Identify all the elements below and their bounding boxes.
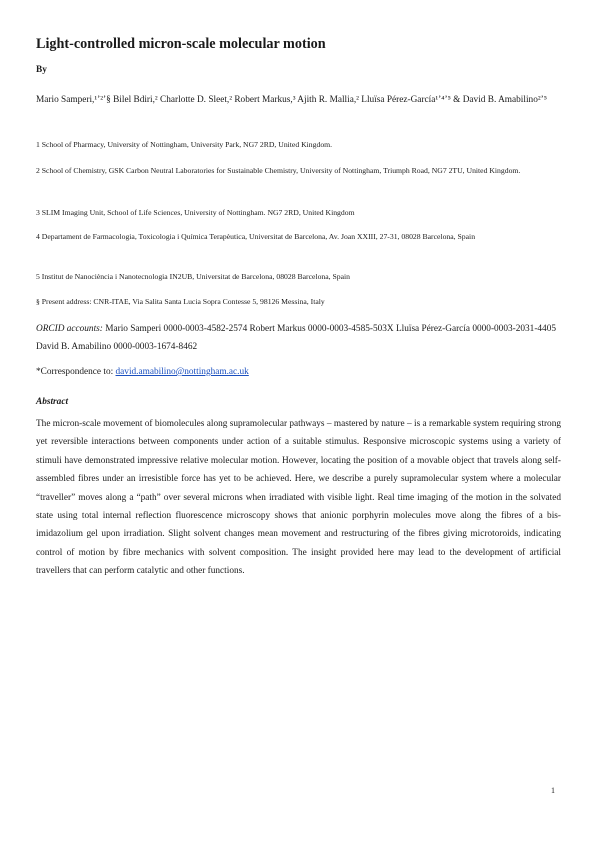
affiliation-5: 5 Institut de Nanociència i Nanotecnologia IN2UB, Universitat de Barcelona, 08028 Barcelona, Spain <box>36 272 351 281</box>
abstract-heading: Abstract <box>36 397 69 407</box>
abstract-text: The micron-scale movement of biomolecules along supramolecular pathways – mastered by nature – is a remarkable system requiring strong yet reversible interactions between components under action of a suitable stimulus. Responsive microscopic systems using a variety of stimuli have demonstrated impressive relative molecular motion. However, locating the position of a movable object that travels along self-assembled fibres under an irresistible force has yet to be achieved. Here, we describe a purely supramolecular system where a molecular “traveller” moves along a “path” over several microns when irradiated with visible light. Real time imaging of the motion in the solvated state using total internal reflection fluorescence microscopy shows that anionic porphyrin molecules move along the fibres of a bis-imidazolium gel upon irradiation. Slight solvent changes mean movement and restructuring of the fibres giving microtoroids, indicating control of motion by fibre mechanics with solvent composition. The insight provided here may lead to the development of artificial travellers that can perform catalytic and other functions. <box>36 419 561 577</box>
correspondence <box>36 367 249 377</box>
author-list: Mario Samperi,¹ʼ²ʼ§ Bilel Bdiri,² Charlotte D. Sleet,² Robert Markus,³ Ajith R. Mallia,² Lluïsa Pérez-García¹ʼ⁴ʼ⁵ & David B. Amabilino²ʼ⁵ <box>36 95 547 105</box>
affiliation-2: 2 School of Chemistry, GSK Carbon Neutral Laboratories for Sustainable Chemistry, University of Nottingham, Triumph Road, NG7 2TU, United Kingdom. <box>36 166 521 175</box>
correspondence-label: *Correspondence to: <box>36 367 116 377</box>
correspondence-email-link[interactable]: david.amabilino@nottingham.ac.uk <box>115 367 249 377</box>
affiliation-4: 4 Departament de Farmacologia, Toxicologia i Química Terapèutica, Universitat de Barcelona, Av. Joan XXIII, 27-31, 08028 Barcelona, Spain <box>36 232 476 241</box>
affiliation-3: 3 SLIM Imaging Unit, School of Life Sciences, University of Nottingham. NG7 2RD, United Kingdom <box>36 208 355 217</box>
orcid-text: Mario Samperi 0000-0003-4582-2574 Robert Markus 0000-0003-4585-503X Lluïsa Pérez-García 0000-0003-2031-4405 David B. Amabilino 0000-0003-1674-8462 <box>36 324 557 352</box>
orcid-accounts <box>36 320 561 356</box>
page-number: 1 <box>551 786 555 795</box>
orcid-label: ORCID accounts: <box>36 324 103 334</box>
paper-title: Light-controlled micron-scale molecular motion <box>36 36 326 52</box>
affiliation-1: 1 School of Pharmacy, University of Nottingham, University Park, NG7 2RD, United Kingdom. <box>36 140 333 149</box>
present-address: § Present address: CNR-ITAE, Via Salita Santa Lucia Sopra Contesse 5, 98126 Messina, Italy <box>36 297 325 306</box>
by-label: By <box>36 65 47 75</box>
